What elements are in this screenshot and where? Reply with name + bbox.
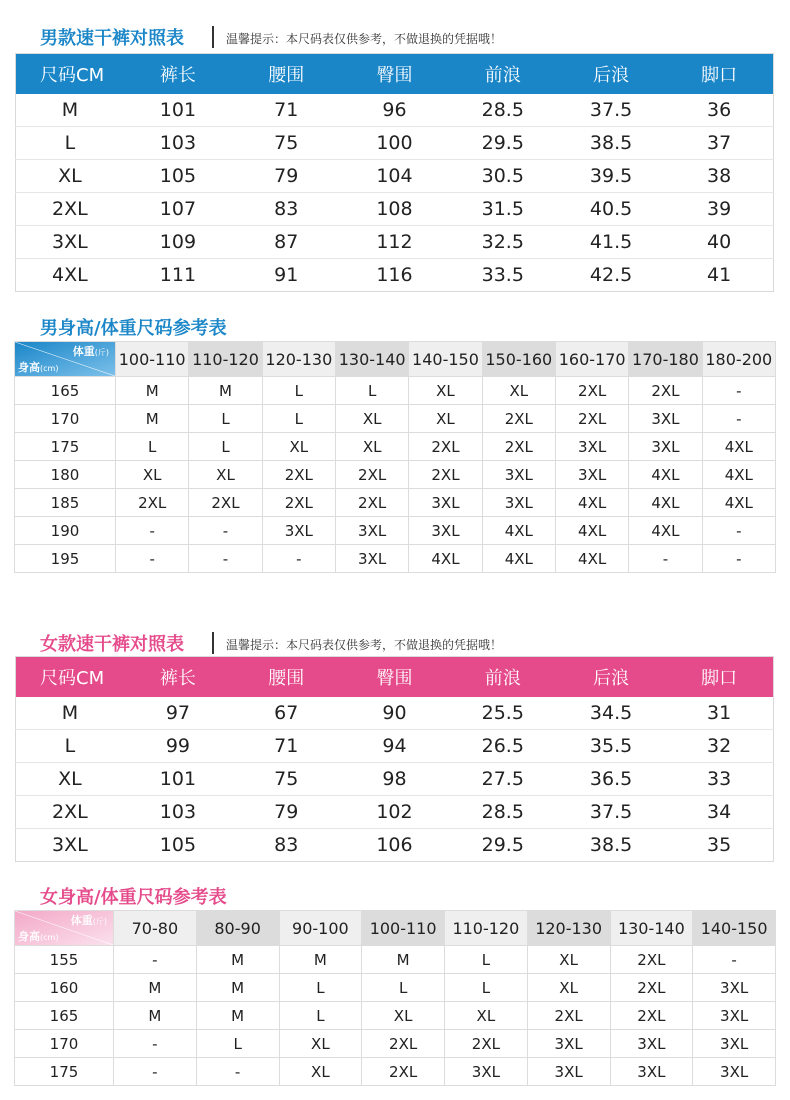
height-axis-label bbox=[18, 359, 58, 375]
size-cell: 2XL bbox=[629, 377, 702, 405]
size-cell: 3XL bbox=[555, 461, 628, 489]
table-header-row bbox=[15, 911, 776, 946]
table-cell: 32 bbox=[665, 730, 773, 763]
table-cell: 34.5 bbox=[557, 697, 665, 730]
table-header-row bbox=[16, 54, 774, 95]
table-cell: 87 bbox=[232, 226, 340, 259]
size-cell: M bbox=[196, 946, 279, 974]
size-cell: 2XL bbox=[362, 1030, 445, 1058]
table-cell: 108 bbox=[340, 193, 448, 226]
size-cell: - bbox=[189, 545, 262, 573]
size-cell: XL bbox=[279, 1030, 362, 1058]
size-cell: M bbox=[279, 946, 362, 974]
table-cell: 99 bbox=[124, 730, 232, 763]
size-cell: - bbox=[693, 946, 776, 974]
table-cell: 37.5 bbox=[557, 796, 665, 829]
size-cell: 3XL bbox=[482, 461, 555, 489]
table-cell: 30.5 bbox=[449, 160, 557, 193]
height-axis-label bbox=[18, 928, 58, 944]
table-cell: 96 bbox=[340, 94, 448, 127]
weight-range-header: 140-150 bbox=[693, 911, 776, 946]
size-cell: XL bbox=[189, 461, 262, 489]
weight-unit: (斤) bbox=[94, 348, 109, 357]
table-row bbox=[16, 763, 774, 796]
women-ref-table bbox=[14, 910, 776, 1086]
table-cell: 71 bbox=[232, 94, 340, 127]
size-cell: XL bbox=[527, 974, 610, 1002]
table-row bbox=[15, 517, 776, 545]
table-row bbox=[15, 433, 776, 461]
table-cell: 111 bbox=[159, 264, 197, 286]
women-ref-title: 女身高/体重尺码参考表 bbox=[40, 887, 227, 908]
table-cell: 79 bbox=[232, 160, 340, 193]
size-cell: 3XL bbox=[335, 545, 408, 573]
table-cell: 2XL bbox=[16, 796, 124, 829]
weight-range-header: 90-100 bbox=[279, 911, 362, 946]
size-cell: - bbox=[702, 517, 775, 545]
weight-unit: (斤) bbox=[92, 917, 107, 926]
column-header: 前浪 bbox=[449, 54, 557, 95]
table-cell: 102 bbox=[340, 796, 448, 829]
table-row bbox=[16, 796, 774, 829]
table-cell: 90 bbox=[340, 697, 448, 730]
weight-range-header: 110-120 bbox=[189, 342, 262, 377]
size-cell: 2XL bbox=[262, 461, 335, 489]
weight-range-header: 70-80 bbox=[114, 911, 197, 946]
men-ref-title: 男身高/体重尺码参考表 bbox=[40, 318, 227, 339]
table-cell: 39.5 bbox=[557, 160, 665, 193]
size-cell: - bbox=[116, 517, 189, 545]
size-cell: XL bbox=[409, 405, 482, 433]
size-cell: - bbox=[114, 1030, 197, 1058]
table-cell: 107 bbox=[124, 193, 232, 226]
size-cell: L bbox=[196, 1030, 279, 1058]
table-row bbox=[16, 160, 774, 193]
table-cell: XL bbox=[16, 160, 124, 193]
table-row bbox=[16, 259, 774, 292]
table-cell: 40.5 bbox=[557, 193, 665, 226]
table-cell: 75 bbox=[232, 763, 340, 796]
height-cell: 195 bbox=[15, 545, 116, 573]
table-cell: 41.5 bbox=[557, 226, 665, 259]
table-cell: 35.5 bbox=[557, 730, 665, 763]
table-cell: 38.5 bbox=[589, 834, 633, 856]
table-cell: 26.5 bbox=[449, 730, 557, 763]
size-cell: 3XL bbox=[610, 1058, 693, 1086]
size-cell: M bbox=[196, 974, 279, 1002]
size-cell: 2XL bbox=[482, 405, 555, 433]
size-cell: 3XL bbox=[262, 517, 335, 545]
height-cell: 190 bbox=[15, 517, 116, 545]
table-cell: 105 bbox=[159, 834, 197, 856]
size-cell: L bbox=[116, 433, 189, 461]
table-header-row bbox=[15, 342, 776, 377]
table-cell: 98 bbox=[340, 763, 448, 796]
size-cell: 4XL bbox=[629, 461, 702, 489]
size-cell: - bbox=[702, 545, 775, 573]
size-cell: 2XL bbox=[116, 489, 189, 517]
table-cell: M bbox=[16, 697, 124, 730]
size-cell: M bbox=[362, 946, 445, 974]
size-cell: XL bbox=[409, 377, 482, 405]
table-row bbox=[15, 489, 776, 517]
height-cell: 170 bbox=[15, 1030, 114, 1058]
table-cell: M bbox=[16, 94, 124, 127]
weight-range-header: 150-160 bbox=[482, 342, 555, 377]
size-cell: 3XL bbox=[527, 1058, 610, 1086]
table-cell: 32.5 bbox=[449, 226, 557, 259]
men-tip: 温馨提示：本尺码表仅供参考，不做退换的凭据哦！ bbox=[226, 32, 503, 46]
size-cell: 2XL bbox=[445, 1030, 528, 1058]
size-cell: L bbox=[189, 405, 262, 433]
size-cell: 4XL bbox=[629, 489, 702, 517]
size-cell: M bbox=[196, 1002, 279, 1030]
title-divider bbox=[212, 26, 214, 48]
table-cell: 67 bbox=[232, 697, 340, 730]
size-cell: XL bbox=[335, 433, 408, 461]
weight-range-header: 140-150 bbox=[409, 342, 482, 377]
height-cell: 175 bbox=[15, 433, 116, 461]
size-cell: 2XL bbox=[482, 433, 555, 461]
table-row bbox=[15, 545, 776, 573]
size-cell: - bbox=[629, 545, 702, 573]
column-header: 腰围 bbox=[232, 657, 340, 698]
size-cell: 2XL bbox=[262, 489, 335, 517]
table-cell: 105 bbox=[124, 160, 232, 193]
table-cell: 103 bbox=[124, 127, 232, 160]
size-cell: 3XL bbox=[629, 405, 702, 433]
size-cell: XL bbox=[527, 946, 610, 974]
size-cell: 4XL bbox=[555, 489, 628, 517]
height-unit: (cm) bbox=[40, 364, 59, 373]
table-cell: 41 bbox=[707, 264, 732, 286]
height-cell: 170 bbox=[15, 405, 116, 433]
height-cell: 180 bbox=[15, 461, 116, 489]
size-cell: XL bbox=[445, 1002, 528, 1030]
men-size-table bbox=[15, 53, 774, 292]
table-cell: 79 bbox=[232, 796, 340, 829]
table-cell: 4XL bbox=[52, 264, 88, 286]
column-header: 尺码CM bbox=[16, 54, 124, 95]
table-cell: 28.5 bbox=[449, 94, 557, 127]
table-cell: XL bbox=[16, 763, 124, 796]
table-cell: 104 bbox=[340, 160, 448, 193]
table-row bbox=[15, 405, 776, 433]
title-divider bbox=[212, 632, 214, 654]
size-cell: - bbox=[262, 545, 335, 573]
column-header: 脚口 bbox=[665, 54, 773, 95]
weight-range-header: 130-140 bbox=[610, 911, 693, 946]
table-cell: L bbox=[16, 127, 124, 160]
size-cell: L bbox=[262, 377, 335, 405]
weight-range-header: 110-120 bbox=[445, 911, 528, 946]
height-cell: 165 bbox=[15, 377, 116, 405]
size-cell: XL bbox=[279, 1058, 362, 1086]
column-header: 尺码CM bbox=[16, 657, 124, 698]
size-cell: L bbox=[189, 433, 262, 461]
table-cell: 103 bbox=[124, 796, 232, 829]
height-cell: 165 bbox=[15, 1002, 114, 1030]
table-cell: 100 bbox=[340, 127, 448, 160]
size-cell: M bbox=[116, 377, 189, 405]
size-cell: 3XL bbox=[409, 517, 482, 545]
size-cell: 2XL bbox=[610, 1002, 693, 1030]
table-cell: 42.5 bbox=[589, 264, 633, 286]
weight-range-header: 120-130 bbox=[262, 342, 335, 377]
weight-range-header: 120-130 bbox=[527, 911, 610, 946]
table-cell: 37 bbox=[665, 127, 773, 160]
table-cell: 109 bbox=[124, 226, 232, 259]
weight-axis-label bbox=[73, 343, 109, 359]
column-header: 后浪 bbox=[557, 54, 665, 95]
weight-range-header: 170-180 bbox=[629, 342, 702, 377]
men-size-title: 男款速干裤对照表 bbox=[40, 28, 184, 49]
size-cell: 4XL bbox=[555, 517, 628, 545]
table-row bbox=[16, 193, 774, 226]
table-cell: 29.5 bbox=[449, 127, 557, 160]
size-cell: 4XL bbox=[702, 433, 775, 461]
size-cell: 2XL bbox=[555, 405, 628, 433]
height-cell: 155 bbox=[15, 946, 114, 974]
size-cell: 3XL bbox=[693, 1002, 776, 1030]
size-cell: 2XL bbox=[527, 1002, 610, 1030]
men-ref-table bbox=[14, 341, 776, 573]
size-cell: 2XL bbox=[335, 489, 408, 517]
size-cell: 2XL bbox=[335, 461, 408, 489]
table-row bbox=[16, 94, 774, 127]
size-cell: 4XL bbox=[555, 545, 628, 573]
size-cell: 2XL bbox=[409, 461, 482, 489]
size-cell: 3XL bbox=[335, 517, 408, 545]
size-cell: 3XL bbox=[610, 1030, 693, 1058]
size-cell: 3XL bbox=[629, 433, 702, 461]
table-row bbox=[15, 946, 776, 974]
size-cell: 3XL bbox=[555, 433, 628, 461]
table-cell: 112 bbox=[340, 226, 448, 259]
table-cell: 3XL bbox=[16, 226, 124, 259]
table-cell: 101 bbox=[124, 763, 232, 796]
table-row bbox=[15, 1030, 776, 1058]
size-cell: XL bbox=[335, 405, 408, 433]
column-header: 脚口 bbox=[665, 657, 773, 698]
size-cell: 3XL bbox=[693, 974, 776, 1002]
size-cell: L bbox=[335, 377, 408, 405]
column-header: 臀围 bbox=[340, 657, 448, 698]
size-cell: M bbox=[189, 377, 262, 405]
size-cell: XL bbox=[262, 433, 335, 461]
table-cell: 91 bbox=[274, 264, 299, 286]
table-cell: L bbox=[16, 730, 124, 763]
table-row bbox=[16, 730, 774, 763]
table-cell: 33 bbox=[665, 763, 773, 796]
table-cell: 36.5 bbox=[557, 763, 665, 796]
size-cell: 4XL bbox=[702, 489, 775, 517]
table-cell: 94 bbox=[340, 730, 448, 763]
size-cell: 4XL bbox=[702, 461, 775, 489]
size-cell: XL bbox=[362, 1002, 445, 1030]
size-cell: - bbox=[189, 517, 262, 545]
size-cell: 2XL bbox=[362, 1058, 445, 1086]
table-cell: 39 bbox=[665, 193, 773, 226]
height-unit: (cm) bbox=[40, 933, 59, 942]
table-row bbox=[15, 377, 776, 405]
size-cell: - bbox=[702, 405, 775, 433]
column-header: 后浪 bbox=[557, 657, 665, 698]
height-weight-corner-cell bbox=[15, 911, 114, 946]
height-weight-corner-cell bbox=[15, 342, 116, 377]
table-cell: 116 bbox=[376, 264, 413, 286]
size-cell: - bbox=[702, 377, 775, 405]
table-row bbox=[16, 697, 774, 730]
table-cell: 97 bbox=[124, 697, 232, 730]
table-cell: 38.5 bbox=[557, 127, 665, 160]
table-cell: 106 bbox=[376, 834, 413, 856]
weight-range-header: 100-110 bbox=[362, 911, 445, 946]
table-cell: 35 bbox=[707, 834, 732, 856]
table-cell: 31.5 bbox=[449, 193, 557, 226]
size-cell: L bbox=[445, 974, 528, 1002]
table-row bbox=[16, 829, 774, 862]
height-cell: 160 bbox=[15, 974, 114, 1002]
size-cell: - bbox=[114, 1058, 197, 1086]
table-cell: 25.5 bbox=[449, 697, 557, 730]
size-cell: 2XL bbox=[555, 377, 628, 405]
table-row bbox=[16, 127, 774, 160]
weight-range-header: 130-140 bbox=[335, 342, 408, 377]
women-size-table bbox=[15, 656, 774, 862]
size-cell: L bbox=[279, 1002, 362, 1030]
table-cell: 29.5 bbox=[481, 834, 524, 856]
height-label: 身高 bbox=[18, 930, 40, 943]
size-cell: XL bbox=[482, 377, 555, 405]
size-cell: 4XL bbox=[409, 545, 482, 573]
table-row bbox=[16, 226, 774, 259]
table-cell: 34 bbox=[665, 796, 773, 829]
table-cell: 31 bbox=[665, 697, 773, 730]
size-cell: L bbox=[279, 974, 362, 1002]
table-cell: 83 bbox=[274, 834, 299, 856]
table-cell: 27.5 bbox=[449, 763, 557, 796]
size-cell: 2XL bbox=[189, 489, 262, 517]
size-cell: 3XL bbox=[527, 1030, 610, 1058]
weight-range-header: 160-170 bbox=[555, 342, 628, 377]
size-cell: 3XL bbox=[693, 1058, 776, 1086]
size-cell: L bbox=[445, 946, 528, 974]
table-row bbox=[15, 1002, 776, 1030]
weight-axis-label bbox=[71, 912, 107, 928]
size-cell: 4XL bbox=[482, 517, 555, 545]
size-cell: 4XL bbox=[629, 517, 702, 545]
size-cell: L bbox=[262, 405, 335, 433]
table-cell: 36 bbox=[665, 94, 773, 127]
column-header: 裤长 bbox=[124, 657, 232, 698]
size-cell: 4XL bbox=[482, 545, 555, 573]
size-cell: M bbox=[116, 405, 189, 433]
size-cell: M bbox=[114, 1002, 197, 1030]
column-header: 裤长 bbox=[124, 54, 232, 95]
table-row bbox=[15, 1058, 776, 1086]
height-cell: 185 bbox=[15, 489, 116, 517]
size-cell: 3XL bbox=[693, 1030, 776, 1058]
size-cell: 3XL bbox=[482, 489, 555, 517]
table-cell: 3XL bbox=[52, 834, 88, 856]
size-cell: - bbox=[114, 946, 197, 974]
size-cell: 3XL bbox=[409, 489, 482, 517]
column-header: 臀围 bbox=[340, 54, 448, 95]
table-header-row bbox=[16, 657, 774, 698]
size-cell: 2XL bbox=[409, 433, 482, 461]
table-row bbox=[15, 461, 776, 489]
table-row bbox=[15, 974, 776, 1002]
size-cell: 2XL bbox=[610, 974, 693, 1002]
table-cell: 75 bbox=[232, 127, 340, 160]
table-cell: 40 bbox=[665, 226, 773, 259]
women-size-title: 女款速干裤对照表 bbox=[40, 634, 184, 655]
weight-range-header: 180-200 bbox=[702, 342, 775, 377]
size-cell: M bbox=[114, 974, 197, 1002]
size-cell: 3XL bbox=[445, 1058, 528, 1086]
height-label: 身高 bbox=[18, 361, 40, 374]
weight-range-header: 80-90 bbox=[196, 911, 279, 946]
weight-range-header: 100-110 bbox=[116, 342, 189, 377]
size-cell: - bbox=[116, 545, 189, 573]
size-cell: 2XL bbox=[610, 946, 693, 974]
weight-label: 体重 bbox=[72, 345, 95, 358]
table-cell: 71 bbox=[232, 730, 340, 763]
table-cell: 83 bbox=[232, 193, 340, 226]
table-cell: 33.5 bbox=[481, 264, 524, 286]
table-cell: 37.5 bbox=[557, 94, 665, 127]
table-cell: 101 bbox=[124, 94, 232, 127]
size-cell: XL bbox=[116, 461, 189, 489]
table-cell: 38 bbox=[665, 160, 773, 193]
table-cell: 28.5 bbox=[449, 796, 557, 829]
weight-label: 体重 bbox=[70, 914, 93, 927]
column-header: 前浪 bbox=[449, 657, 557, 698]
height-cell: 175 bbox=[15, 1058, 114, 1086]
size-cell: L bbox=[362, 974, 445, 1002]
column-header: 腰围 bbox=[232, 54, 340, 95]
women-tip: 温馨提示：本尺码表仅供参考，不做退换的凭据哦！ bbox=[226, 638, 503, 652]
size-cell: - bbox=[196, 1058, 279, 1086]
table-cell: 2XL bbox=[16, 193, 124, 226]
